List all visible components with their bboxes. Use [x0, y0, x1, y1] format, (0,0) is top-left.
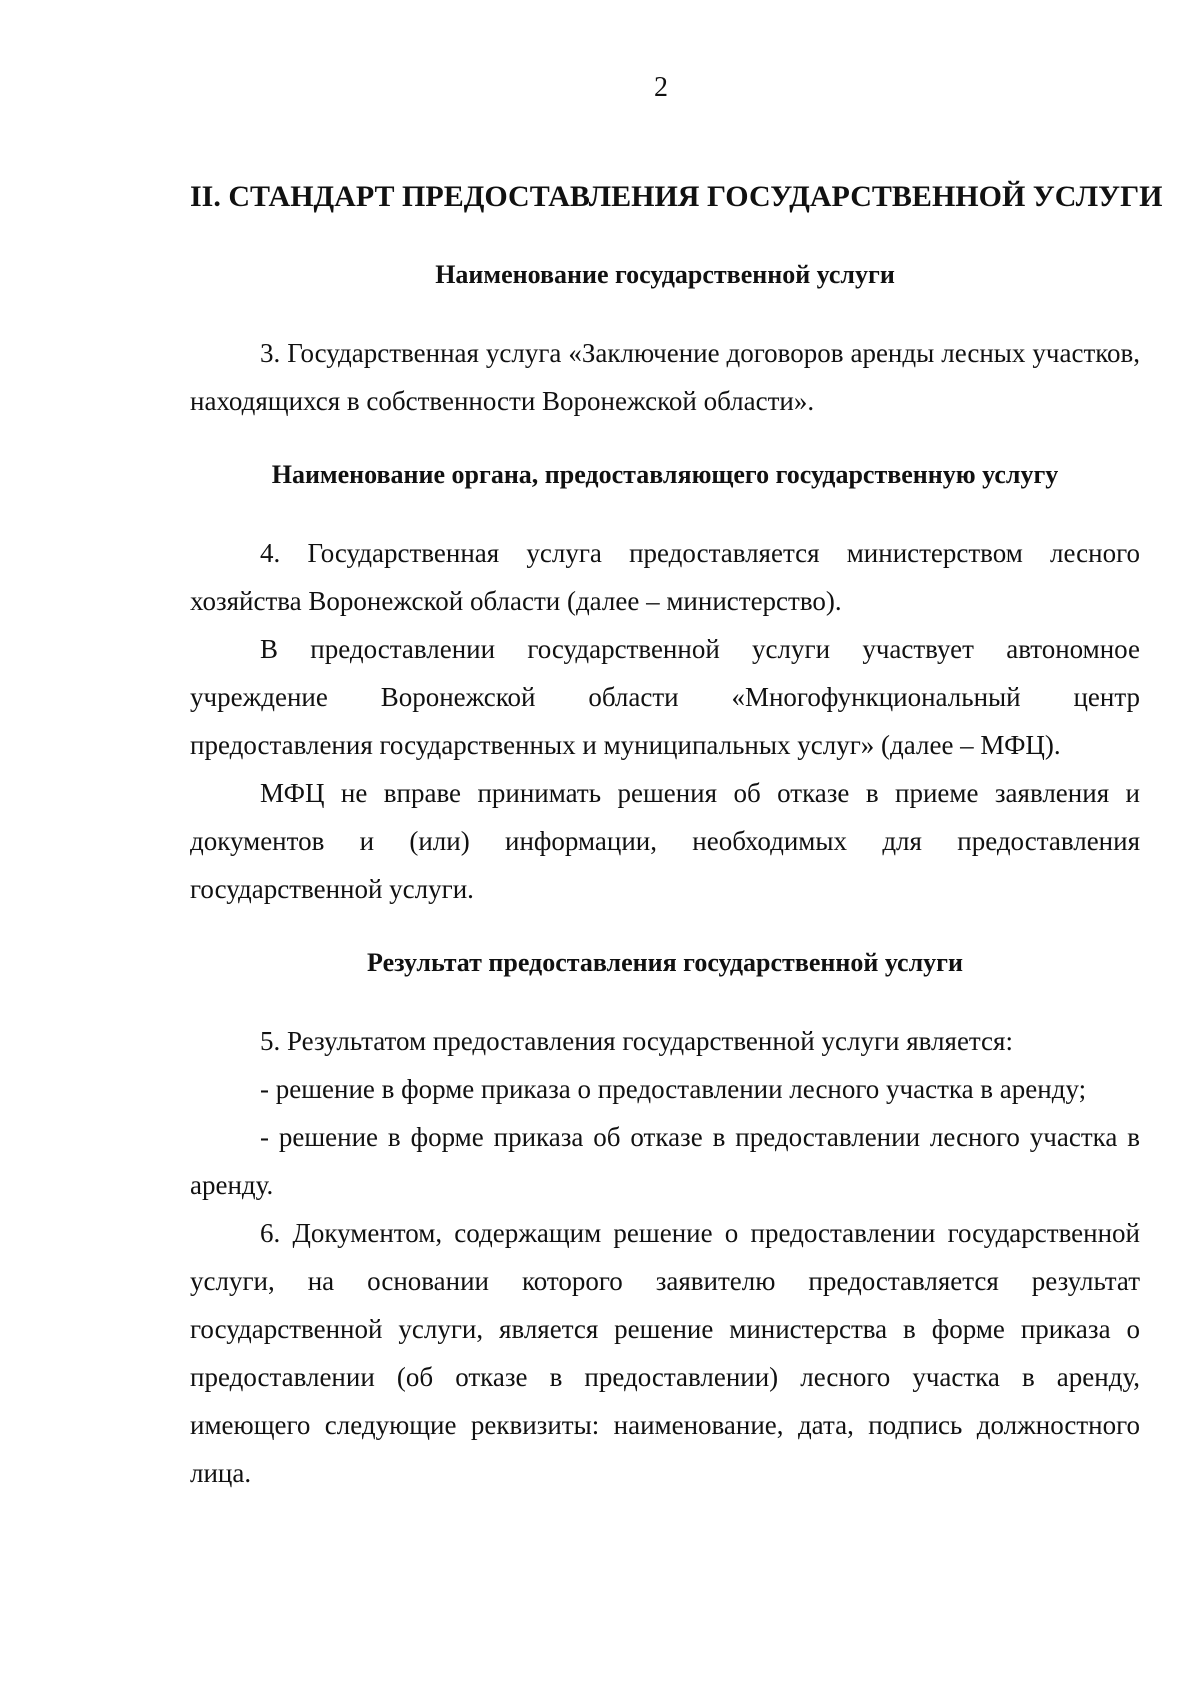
paragraph-5-item-refusal: - решение в форме приказа об отказе в предоставлении лесного участка в аренду.	[190, 1122, 1140, 1200]
paragraph-4-mfc-restriction: МФЦ не вправе принимать решения об отказе в приеме заявления и документов и (или) информации, необходимых для предоставления государственной услуги.	[190, 778, 1140, 904]
paragraph-3: 3. Государственная услуга «Заключение договоров аренды лесных участков, находящихся в собственности Воронежской области».	[190, 338, 1140, 416]
chapter-title: II. СТАНДАРТ ПРЕДОСТАВЛЕНИЯ ГОСУДАРСТВЕННОЙ УСЛУГИ	[190, 180, 1163, 213]
document-body	[190, 175, 1163, 1497]
paragraph-5: 5. Результатом предоставления государственной услуги является:	[260, 1026, 1013, 1056]
section-heading-service-name: Наименование государственной услуги	[435, 260, 895, 289]
paragraph-4-mfc-participation: В предоставлении государственной услуги участвует автономное учреждение Воронежской области «Многофункциональный центр предоставления государственных и муниципальных услуг» (далее – МФЦ).	[190, 634, 1140, 760]
paragraph-5-item-grant: - решение в форме приказа о предоставлении лесного участка в аренду;	[260, 1074, 1087, 1104]
page-number: 2	[654, 72, 668, 103]
paragraph-6: 6. Документом, содержащим решение о предоставлении государственной услуги, на основании которого заявителю предоставляется результат государственной услуги, является решение министерства в форме приказа о предоставлении (об отказе в предоставлении) лесного участка в аренду, имеющего следующие реквизиты: наименование, дата, подпись должностного лица.	[190, 1218, 1140, 1488]
paragraph-4: 4. Государственная услуга предоставляется министерством лесного хозяйства Воронежской области (далее – министерство).	[190, 538, 1140, 616]
section-heading-authority: Наименование органа, предоставляющего государственную услугу	[271, 460, 1059, 489]
section-heading-result: Результат предоставления государственной услуги	[367, 948, 963, 977]
